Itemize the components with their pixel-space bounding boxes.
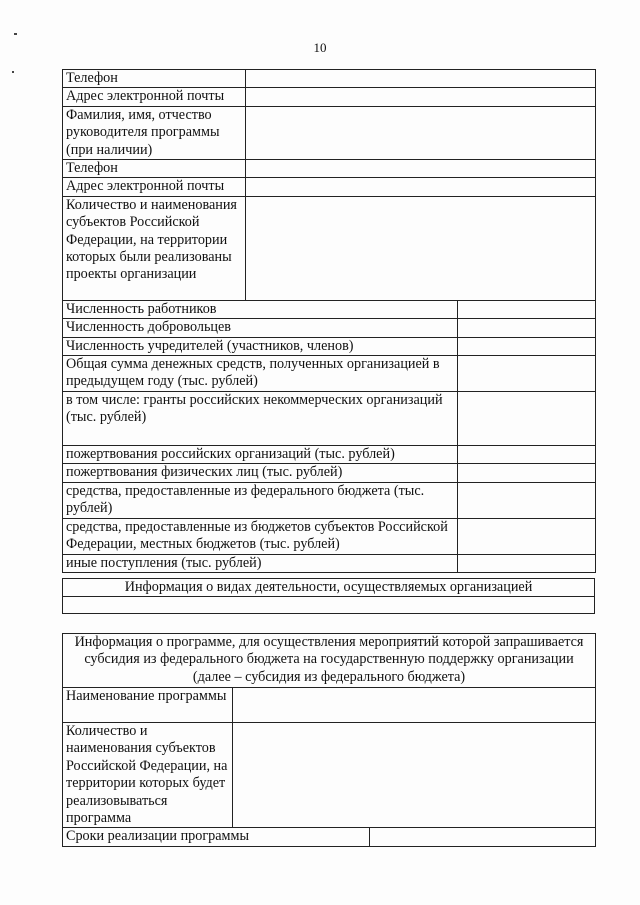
table-row-label: Фамилия, имя, отчество руководителя программы (при наличии) — [63, 106, 246, 159]
page-number: 10 — [313, 40, 327, 55]
value-cell — [233, 723, 596, 828]
value-cell — [458, 319, 596, 337]
table-row-label: Численность учредителей (участников, членов) — [63, 337, 458, 355]
value-cell — [246, 160, 596, 178]
value-cell — [458, 356, 596, 392]
value-cell — [458, 482, 596, 518]
activities-header: Информация о видах деятельности, осуществляемых организацией — [63, 579, 595, 597]
table-row-label: средства, предоставленные из федерального бюджета (тыс. рублей) — [63, 482, 458, 518]
value-cell — [233, 688, 596, 723]
value-cell — [458, 446, 596, 464]
value-cell — [458, 392, 596, 446]
value-cell — [458, 554, 596, 572]
table-row-label: Адрес электронной почты — [63, 88, 246, 106]
value-cell — [246, 70, 596, 88]
table-row-label: Телефон — [63, 160, 246, 178]
value-cell — [246, 106, 596, 159]
value-cell — [370, 828, 596, 846]
table-row-label: средства, предоставленные из бюджетов субъектов Российской Федерации, местных бюджетов (тыс. рублей) — [63, 518, 458, 554]
table-row-label: иные поступления (тыс. рублей) — [63, 554, 458, 572]
value-cell — [458, 464, 596, 482]
value-cell — [458, 518, 596, 554]
table-row-label: Численность добровольцев — [63, 319, 458, 337]
table-row-label: пожертвования российских организаций (тыс. рублей) — [63, 446, 458, 464]
table-row-label: Общая сумма денежных средств, полученных организацией в предыдущем году (тыс. рублей) — [63, 356, 458, 392]
table-row-label: Телефон — [63, 70, 246, 88]
value-cell — [63, 597, 595, 614]
value-cell — [458, 337, 596, 355]
scan-speck — [12, 71, 14, 73]
table-row-label: Количество и наименования субъектов Российской Федерации, на территории которых были реализованы проекты организации — [63, 196, 246, 300]
table-row-label: Адрес электронной почты — [63, 178, 246, 196]
program-table — [62, 633, 596, 847]
table-row-label: Сроки реализации программы — [63, 828, 370, 846]
table-row-label: Численность работников — [63, 300, 458, 318]
activities-table — [62, 578, 595, 614]
value-cell — [246, 178, 596, 196]
organization-details-table — [62, 69, 596, 573]
table-row-label: Количество и наименования субъектов Российской Федерации, на территории которых будет реализовываться программа — [63, 723, 233, 828]
scan-speck — [14, 33, 17, 35]
value-cell — [458, 300, 596, 318]
value-cell — [246, 196, 596, 300]
table-row-label: Наименование программы — [63, 688, 233, 723]
table-row-label: пожертвования физических лиц (тыс. рублей) — [63, 464, 458, 482]
program-header: Информация о программе, для осуществления мероприятий которой запрашивается субсидия из федерального бюджета на государственную поддержку организации (далее – субсидия из федерального бюджета) — [63, 634, 596, 688]
value-cell — [246, 88, 596, 106]
table-row-label: в том числе: гранты российских некоммерческих организаций (тыс. рублей) — [63, 392, 458, 446]
